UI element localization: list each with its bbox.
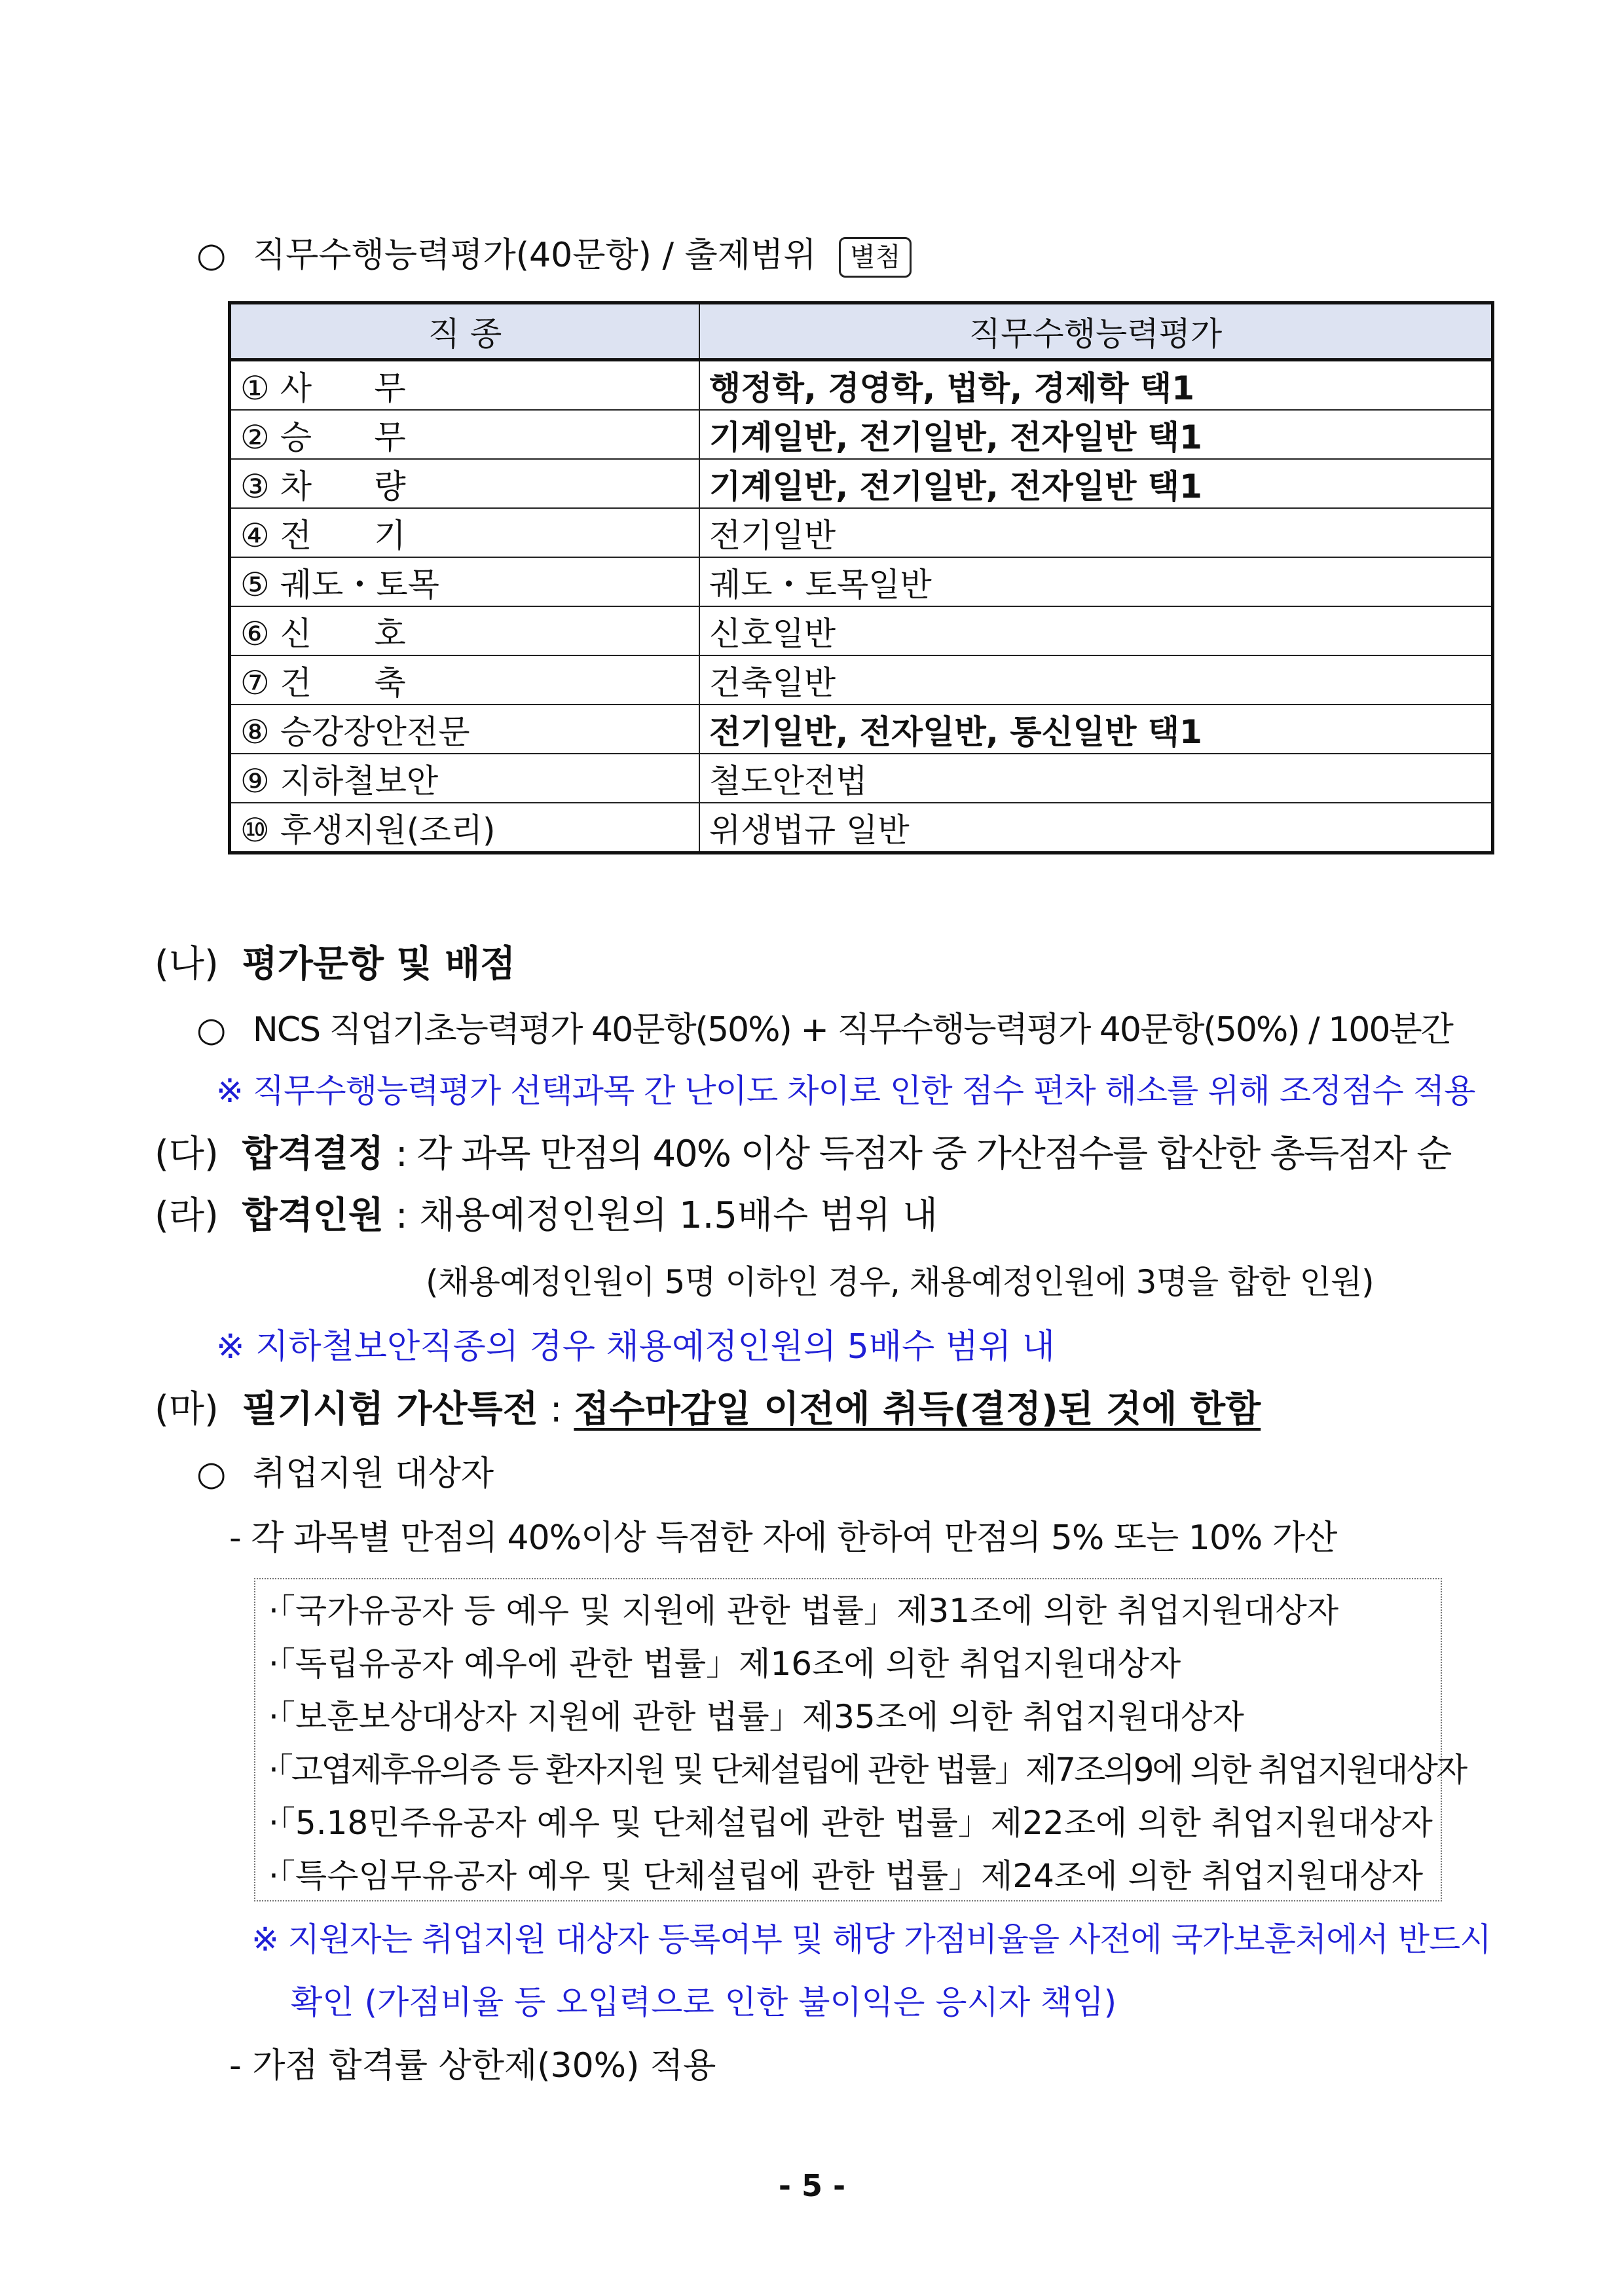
- subject-table: [228, 301, 1494, 854]
- ma-note-line-1: ※ 지원자는 취업지원 대상자 등록여부 및 해당 가점비율을 사전에 국가보훈처에서 반드시: [251, 1920, 1491, 1958]
- section-title: 평가문항 및 배점: [242, 943, 516, 985]
- job-type-cell: ⑩ 후생지원(조리): [230, 803, 700, 853]
- law-item: ·「국가유공자 등 예우 및 지원에 관한 법률」제31조에 의한 취업지원대상자: [268, 1592, 1339, 1630]
- table-header-row: [230, 303, 1493, 360]
- table-row: [230, 459, 1493, 508]
- page-number: - 5 -: [778, 2168, 846, 2203]
- header-subject: 직무수행능력평가: [699, 303, 1493, 360]
- ra-note: ※ 지하철보안직종의 경우 채용예정인원의 5배수 범위 내: [216, 1327, 1055, 1367]
- law-item: ·「특수임무유공자 예우 및 단체설립에 관한 법률」제24조에 의한 취업지원대상자: [268, 1857, 1424, 1895]
- law-list-box: [254, 1578, 1466, 1901]
- ra-sub: (채용예정인원이 5명 이하인 경우, 채용예정인원에 3명을 합한 인원): [426, 1263, 1374, 1301]
- law-item: ·「5.18민주유공자 예우 및 단체설립에 관한 법률」제22조에 의한 취업지원대상자: [268, 1804, 1433, 1842]
- job-type-cell: ③ 차 량: [230, 459, 700, 508]
- section-underlined: 접수마감일 이전에 취득(결정)된 것에 한함: [574, 1388, 1261, 1431]
- table-row: [230, 410, 1493, 459]
- na-line-text: NCS 직업기초능력평가 40문항(50%) + 직무수행능력평가 40문항(50%) / 100분간: [252, 1010, 1452, 1050]
- subject-cell: 건축일반: [699, 655, 1493, 705]
- job-type-cell: ⑦ 건 축: [230, 655, 700, 705]
- header-job-type: 직 종: [230, 303, 700, 360]
- section-title: 합격인원: [242, 1194, 384, 1237]
- subject-cell: 궤도・토목일반: [699, 557, 1493, 606]
- law-item: ·「고엽제후유의증 등 환자지원 및 단체설립에 관한 법률」제7조의9에 의한 취업지원대상자: [268, 1751, 1466, 1789]
- na-line: [196, 1007, 1452, 1053]
- ma-dash-1: - 각 과목별 만점의 40%이상 득점한 자에 한하여 만점의 5% 또는 10% 가산: [229, 1518, 1337, 1558]
- section-marker: (나): [155, 943, 219, 985]
- table-row: [230, 360, 1493, 411]
- table-row: [230, 557, 1493, 606]
- section-title: 필기시험 가산특전: [242, 1388, 538, 1431]
- section-title: 합격결정: [242, 1133, 384, 1175]
- section-text: : 각 과목 만점의 40% 이상 득점자 중 가산점수를 합산한 총득점자 순: [395, 1133, 1451, 1175]
- table-row: [230, 606, 1493, 655]
- bullet-circle: ○: [196, 1454, 227, 1494]
- job-type-cell: ⑨ 지하철보안: [230, 754, 700, 803]
- table-row: [230, 803, 1493, 853]
- attachment-badge: 별첨: [839, 237, 912, 278]
- subject-cell: 전기일반: [699, 508, 1493, 557]
- ma-note-line-2: 확인 (가점비율 등 오입력으로 인한 불이익은 응시자 책임): [291, 1983, 1117, 2021]
- law-item: ·「독립유공자 예우에 관한 법률」제16조에 의한 취업지원대상자: [268, 1645, 1181, 1683]
- table-row: [230, 508, 1493, 557]
- job-type-cell: ② 승 무: [230, 410, 700, 459]
- subject-cell: 기계일반, 전기일반, 전자일반 택1: [699, 459, 1493, 508]
- job-type-cell: ④ 전 기: [230, 508, 700, 557]
- subject-cell: 행정학, 경영학, 법학, 경제학 택1: [699, 360, 1493, 411]
- section-marker: (라): [155, 1194, 219, 1237]
- subject-cell: 전기일반, 전자일반, 통신일반 택1: [699, 705, 1493, 754]
- law-item: ·「보훈보상대상자 지원에 관한 법률」제35조에 의한 취업지원대상자: [268, 1698, 1244, 1736]
- section-ra: [155, 1192, 938, 1240]
- table-row: [230, 754, 1493, 803]
- bullet-circle: ○: [196, 236, 227, 275]
- job-type-cell: ⑥ 신 호: [230, 606, 700, 655]
- ma-target: [196, 1451, 494, 1497]
- subject-heading-text: 직무수행능력평가(40문항) / 출제범위: [252, 236, 817, 275]
- subject-cell: 기계일반, 전기일반, 전자일반 택1: [699, 410, 1493, 459]
- na-note: ※ 직무수행능력평가 선택과목 간 난이도 차이로 인한 점수 편차 해소를 위해 조정점수 적용: [216, 1072, 1475, 1110]
- job-type-cell: ① 사 무: [230, 360, 700, 411]
- section-ma: [155, 1386, 1261, 1434]
- table-row: [230, 655, 1493, 705]
- subject-cell: 철도안전법: [699, 754, 1493, 803]
- job-type-cell: ⑧ 승강장안전문: [230, 705, 700, 754]
- section-colon: :: [549, 1388, 574, 1431]
- section-marker: (다): [155, 1133, 219, 1175]
- section-text: : 채용예정인원의 1.5배수 범위 내: [395, 1194, 938, 1237]
- table-row: [230, 705, 1493, 754]
- bullet-circle: ○: [196, 1010, 227, 1050]
- ma-target-text: 취업지원 대상자: [252, 1454, 494, 1494]
- subject-cell: 위생법규 일반: [699, 803, 1493, 853]
- section-da: [155, 1130, 1450, 1179]
- subject-cell: 신호일반: [699, 606, 1493, 655]
- section-na: [155, 940, 515, 989]
- subject-heading: [196, 232, 912, 278]
- section-marker: (마): [155, 1388, 219, 1431]
- ma-dash-2: - 가점 합격률 상한제(30%) 적용: [229, 2046, 716, 2085]
- job-type-cell: ⑤ 궤도・토목: [230, 557, 700, 606]
